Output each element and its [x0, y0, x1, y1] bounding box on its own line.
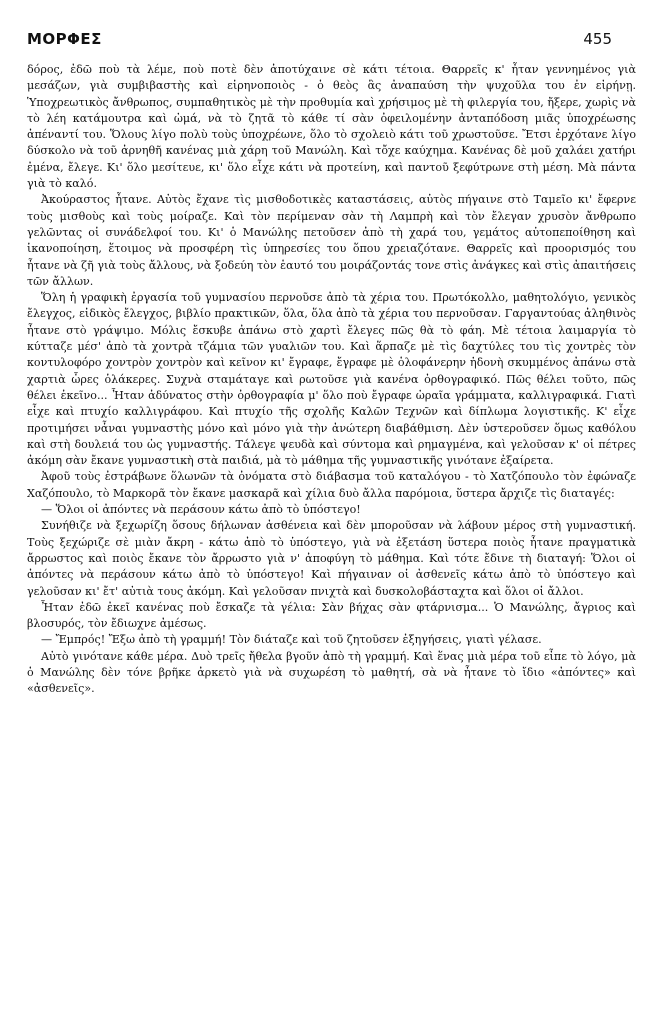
journal-title: ΜΟΡΦΕΣ [27, 30, 102, 48]
paragraph: Ὅλη ἡ γραφικὴ ἐργασία τοῦ γυμνασίου περνοῦσε ἀπὸ τὰ χέρια του. Πρωτόκολλο, μαθητολόγιο, γενικὸς ἔλεγχος, εἰδικὸς ἔλεγχος, βιβλίο πρακτικῶν, ὅλα, ὅλα ἀπὸ τὰ χέρια του περνοῦσαν. Γαργαντούας ἀληθινὸς ἦτανε στὸ γράψιμο. Μόλις ἔσκυβε ἀπάνω στὸ χαρτὶ ἔλεγες πῶς θὰ τὸ φάη. Μὲ τέτοια λαιμαργία τὸ κύτταζε μέσ' ἀπὸ τὰ χοντρὰ τζάμια τῶν γυαλιῶν του. Καὶ ἅρπαζε μὲ τὶς δαχτύλες του τὶς χοντρὲς τὸν κοντυλοφόρο χοντρὸν χοντρὸν καὶ κεῖνον κι' ἔγραφε, ἔγραφε μὲ ὁλοφάνερην ἡδονὴ σκυμμένος ἀπάνω στὰ χαρτιὰ ὧρες ὁλάκερες. Συχνὰ σταμάταγε καὶ ρωτοῦσε γιὰ κανένα ὀρθογραφικό. Πῶς θέλει τοῦτο, πῶς θέλει ἐκεῖνο... Ἦταν ἀδύνατος στὴν ὀρθογραφία μ' ὅλο ποὺ ἔγραφε ὡραῖα γράμματα, καλλιγραφικά. Γιατὶ εἶχε καὶ πτυχίο καλλιγράφου. Καὶ πτυχίο τῆς σχολῆς Καλῶν Τεχνῶν καὶ δίπλωμα λογιστικῆς. Κ' εἶχε προτιμήσει νἆναι γυμναστὴς μόνο καὶ μόνο γιὰ τὴν ἀνώτερη διαβάθμιση. Δὲν ὑστεροῦσεν ὅμως καθόλου καὶ στὴ δουλειά του ὡς γυμναστής. Τάλεγε ψευδὰ καὶ σύντομα καὶ ρημαγμένα, καὶ γελοῦσαν κ' οἱ πέτρες ἀκόμη σὰν ἔκανε γυμναστικὴ στὰ παιδιά, μὰ τὸ μάθημα τῆς γυμναστικῆς γινότανε ἐξαίρετα. [27, 291, 636, 468]
dialogue-line: — Ἔμπρός! Ἔξω ἀπὸ τὴ γραμμή! Τὸν διάταζε καὶ τοῦ ζητοῦσεν ἐξηγήσεις, γιατὶ γέλασε. [41, 633, 542, 647]
dialogue-line: — Ὅλοι οἱ ἀπόντες νὰ περάσουν κάτω ἀπὸ τὸ ὑπόστεγο! [41, 503, 361, 517]
article-body [27, 62, 636, 698]
paragraph: Συνήθιζε νὰ ξεχωρίζη ὅσους δήλωναν ἀσθένεια καὶ δὲν μποροῦσαν νὰ λάβουν μέρος στὴ γυμναστική. Τοὺς ξεχώριζε σὲ μιὰν ἄκρη - κάτω ἀπὸ τὸ ὑπόστεγο, γιὰ νὰ ἐξετάση ὕστερα ποιὸς ἦτανε πραγματικὰ ἄρρωστος καὶ ποιὸς ἔκανε τὸν ἄρρωστο γιὰ ν' ἀποφύγη τὸ μάθημα. Καὶ τότε ἔδινε τὴ διαταγή: Ὅλοι οἱ ἀπόντες νὰ περάσουν κάτω ἀπὸ τὸ ὑπόστεγο! Καὶ πήγαιναν οἱ ἀσθενεῖς κάτω ἀπὸ τὸ ὑπόστεγο καὶ γελοῦσαν κι' ἔτ' αὐτιὰ τους ἀκόμη. Καὶ γελοῦσαν πνιχτὰ καὶ δυσκολοβάσταχτα καὶ ὅλοι οἱ ἄλλοι. [27, 519, 636, 598]
paragraph: Ἦταν ἐδῶ ἐκεῖ κανένας ποὺ ἔσκαζε τὰ γέλια: Σὰν βήχας σὰν φτάρνισμα... Ὁ Μανώλης, ἄγριος καὶ βλοσυρός, τὸν ἔδιωχνε ἀμέσως. [27, 600, 636, 631]
paragraph: δόρος, ἐδῶ ποὺ τὰ λέμε, ποὺ ποτὲ δὲν ἀποτύχαινε σὲ κάτι τέτοια. Θαρρεῖς κ' ἦταν γεννημένος γιὰ μεσάζων, γιὰ συμβιβαστὴς καὶ εἰρηνοποιὸς - ὁ θεὸς ἃς ἀναπαύση τὴν ψυχοῦλα του ἐν εἰρήνῃ. Ὑποχρεωτικὸς ἄνθρωπος, συμπαθητικὸς μὲ τὴν προθυμία καὶ χρήσιμος μὲ τὴ φιλεργία του, ἤξερε, χωρὶς νὰ τὸ λέη κατάμουτρα καὶ ὠμά, νὰ τὸ ζητᾶ τὸ κάθε τί σὰν ὀφειλομένην ἀνταπόδοση μιᾶς ὑποχρέωσης ἀπέναντί του. Ὅλους λίγο πολὺ τοὺς ὑποχρέωνε, ὅλο τὸ σχολειὸ κάτι τοῦ χρωστοῦσε. Ἔτσι ἐρχότανε λίγο δύσκολο νὰ τοῦ ἀρνηθῆ κανένας μιὰ χάρη τοῦ Μανώλη. Καὶ τὄχε καύχημα. Κανένας δὲ μοῦ χαλάει χατήρι ἐμένα, ἔλεγε. Κι' ὅλο μεσίτευε, κι' ὅλο εἶχε κάτι νὰ προτείνη, καὶ παντοῦ ξεφύτρωνε στὴ μέση. Μὰ πάντα γιὰ τὸ καλό. [27, 63, 636, 191]
paragraph: Αὐτὸ γινότανε κάθε μέρα. Δυὸ τρεῖς ἤθελα βγοῦν ἀπὸ τὴ γραμμή. Καὶ ἕνας μιὰ μέρα τοῦ εἶπε τὸ λόγο, μὰ ὁ Μανώλης δὲν τόνε βρῆκε ἀρκετὸ γιὰ νὰ συχωρέση τὸ μαθητή, σὰ νὰ ἦτανε τὸ ἴδιο «ἀπόντες» καὶ «ἀσθενεῖς». [27, 649, 636, 696]
page-number: 455 [583, 30, 612, 48]
paragraph: Ἀκούραστος ἦτανε. Αὐτὸς ἔχανε τὶς μισθοδοτικὲς καταστάσεις, αὐτὸς πήγαινε στὸ Ταμεῖο κι' ἔφερνε τοὺς μισθοὺς καὶ τοὺς μοίραζε. Καὶ τὸν περίμεναν σὰν τὴ Λαμπρὴ καὶ τὸν ἔλεγαν χρυσὸν ἄνθρωπο γελῶντας οἱ συνάδελφοί του. Κι' ὁ Μανώλης πετοῦσεν ἀπὸ τὴ χαρά του, γεμάτος αὐτοπεποίθηση καὶ ἱκανοποίηση, ἕτοιμος νὰ προσφέρη τὶς ὑπηρεσίες του ὅπου χρειαζότανε. Θαρρεῖς καὶ προορισμός του ἦτανε νὰ ζῆ γιὰ τοὺς ἄλλους, νὰ ξοδεύη τὸν ἑαυτό του μοιράζοντάς τονε στὶς ἀνάγκες καὶ στὶς ἀπαιτήσεις τῶν ἄλλων. [27, 193, 636, 288]
page-header [27, 30, 636, 58]
paragraph: Ἀφοῦ τοὺς ἐστράβωνε ὅλωνῶν τὰ ὀνόματα στὸ διάβασμα τοῦ καταλόγου - τὸ Χατζόπουλο τὸν ἐφώναζε Χαζόπουλο, τὸ Μαρκορᾶ τὸν ἔκανε μασκαρᾶ καὶ χίλια δυὸ ἄλλα παρόμοια, ὕστερα ἄρχιζε τὶς διαταγές: [27, 470, 636, 500]
